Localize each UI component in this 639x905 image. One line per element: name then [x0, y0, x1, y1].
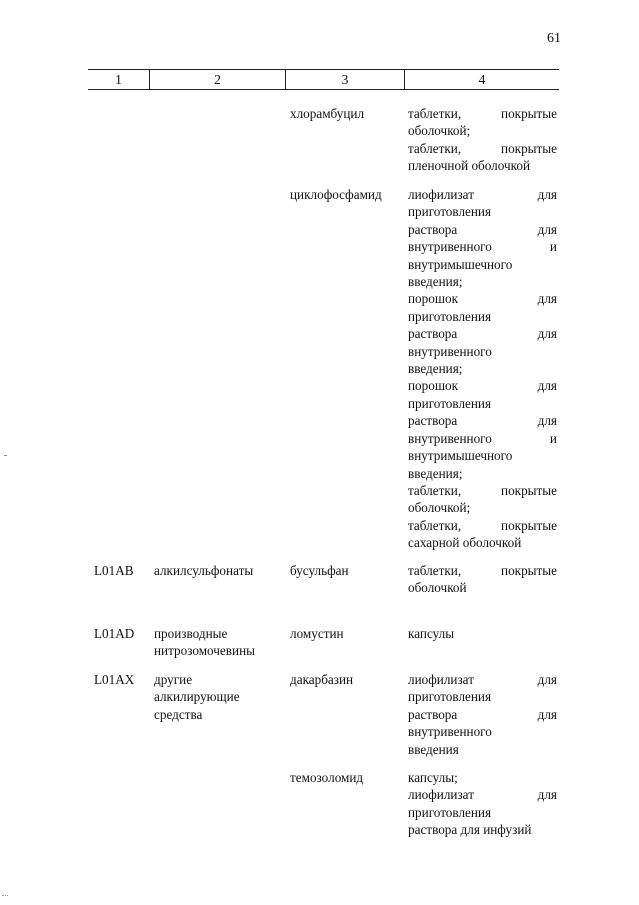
dosage-form-line: внутривенного: [408, 343, 492, 359]
dosage-form-line: таблетки, покрытые: [408, 106, 557, 121]
dosage-form-line: оболочкой: [408, 580, 467, 596]
dosage-form-line: лиофилизат для: [408, 672, 557, 687]
cell-drug-name: [290, 562, 404, 579]
dosage-form-line: введения;: [408, 274, 463, 290]
group-name-line: алкилсульфонаты: [154, 563, 254, 578]
dosage-form-line: сахарной оболочкой: [408, 535, 522, 551]
cell-group-name: [154, 562, 284, 579]
dosage-form-line: раствора для инфузий: [408, 822, 532, 838]
header-col-4: 4: [478, 72, 486, 87]
dosage-form-line: приготовления: [408, 204, 492, 220]
cell-group-name: [154, 671, 284, 723]
dosage-form-line: лиофилизат для: [408, 787, 557, 803]
cell-atc-code: L01AX: [94, 672, 135, 687]
cell-dosage-forms: [408, 671, 557, 758]
dosage-form-line: приготовления: [408, 804, 492, 820]
dosage-form-line: порошок для: [408, 291, 557, 307]
cell-drug-name: [290, 671, 404, 688]
dosage-form-line: внутримышечного: [408, 448, 513, 464]
cell-drug-name: [290, 186, 404, 203]
dosage-form-line: приготовления: [408, 395, 492, 411]
dosage-form-line: внутривенного: [408, 724, 492, 740]
cell-dosage-forms: [408, 769, 557, 839]
cell-atc-code: L01AD: [94, 626, 135, 641]
dosage-form-line: пленочной оболочкой: [408, 158, 531, 174]
header-col-3: 3: [341, 72, 349, 87]
drug-name-line: хлорамбуцил: [290, 106, 365, 121]
group-name-line: алкилирующие: [154, 689, 240, 705]
dosage-form-line: капсулы;: [408, 770, 458, 785]
dosage-form-line: оболочкой;: [408, 500, 471, 516]
cell-dosage-forms: [408, 186, 557, 552]
cell-drug-name: [290, 625, 404, 642]
drug-name-line: ломустин: [290, 626, 344, 641]
header-col-2: 2: [214, 72, 221, 87]
drug-name-line: циклофосфамид: [290, 187, 382, 202]
cell-dosage-forms: [408, 562, 557, 597]
scan-margin-mark: [4, 455, 7, 456]
header-col-1: 1: [115, 72, 122, 87]
drug-name-line: темозоломид: [290, 770, 364, 785]
dosage-form-line: порошок для: [408, 378, 557, 394]
dosage-form-line: раствора для: [408, 326, 557, 342]
dosage-form-line: раствора для: [408, 221, 557, 237]
cell-drug-name: [290, 769, 404, 786]
dosage-form-line: введения: [408, 741, 459, 757]
dosage-form-line: раствора для: [408, 706, 557, 722]
dosage-form-line: таблетки, покрытые: [408, 563, 557, 578]
dosage-form-line: таблетки, покрытые: [408, 517, 557, 533]
cell-group-name: [154, 625, 284, 660]
dosage-form-line: таблетки, покрытые: [408, 482, 557, 498]
group-name-line: другие: [154, 672, 193, 687]
dosage-form-line: введения;: [408, 361, 463, 377]
table-header-row: [88, 69, 559, 90]
dosage-form-line: внутримышечного: [408, 256, 513, 272]
dosage-form-line: приготовления: [408, 689, 492, 705]
group-name-line: средства: [154, 706, 203, 722]
dosage-form-line: лиофилизат для: [408, 187, 557, 202]
dosage-form-line: оболочкой;: [408, 123, 471, 139]
page-number: 61: [547, 31, 561, 46]
dosage-form-line: приготовления: [408, 308, 492, 324]
dosage-form-line: введения;: [408, 465, 463, 481]
cell-atc-code: L01AB: [94, 563, 134, 578]
dosage-form-line: внутривенного и: [408, 430, 557, 446]
drug-name-line: дакарбазин: [290, 672, 354, 687]
dosage-form-line: раствора для: [408, 413, 557, 429]
group-name-line: производные: [154, 626, 228, 641]
group-name-line: нитрозомочевины: [154, 643, 255, 659]
drug-name-line: бусульфан: [290, 563, 349, 578]
dosage-form-line: таблетки, покрытые: [408, 140, 557, 156]
cell-dosage-forms: [408, 105, 557, 175]
scan-corner-mark: [2, 895, 8, 899]
cell-drug-name: [290, 105, 404, 122]
dosage-form-line: внутривенного и: [408, 239, 557, 255]
dosage-form-line: капсулы: [408, 626, 455, 641]
cell-dosage-forms: [408, 625, 557, 642]
